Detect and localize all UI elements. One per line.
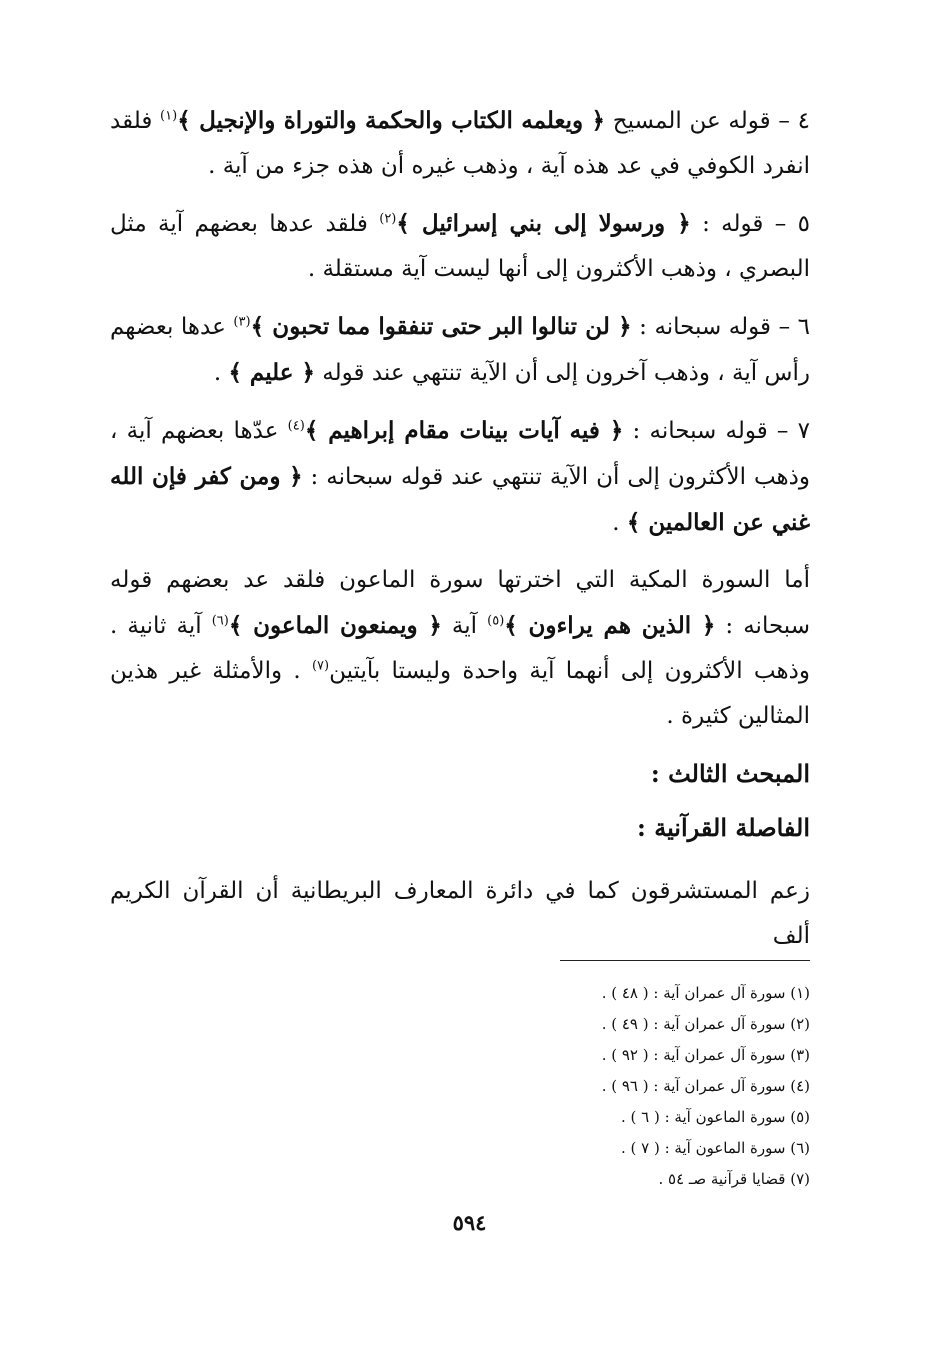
body-text — [110, 98, 810, 971]
paragraph-6 — [110, 304, 810, 396]
quran-quote: ﴿ ويعلمه الكتاب والحكمة والتوراة والإنجيل ﴾ — [177, 107, 606, 134]
paragraph-text: ٦ – قوله سبحانه : — [631, 314, 811, 340]
section-heading: المبحث الثالث : — [650, 759, 810, 788]
paragraph-text: . — [213, 360, 229, 386]
quran-quote: ﴿ لن تنالوا البر حتى تنفقوا مما تحبون ﴾ — [250, 313, 632, 340]
paragraph-4 — [110, 98, 810, 189]
paragraph-text: عدها بعضهم رأس آية ، وذهب آخرون إلى أن الآية تنتهي عند قوله — [110, 314, 810, 386]
footnote-marker: (٦) — [211, 613, 229, 629]
footnote-marker: (٣) — [233, 314, 251, 330]
paragraph-surah-maun — [110, 558, 810, 739]
footnote-item: (٧) قضايا قرآنية صـ ٥٤ . — [658, 1170, 810, 1188]
paragraph-text: ٤ – قوله عن المسيح — [605, 108, 810, 134]
footnote-item: (٦) سورة الماعون آية : ( ٧ ) . — [620, 1139, 810, 1157]
footnote-item: (٤) سورة آل عمران آية : ( ٩٦ ) . — [601, 1077, 810, 1095]
footnote-item: (٥) سورة الماعون آية : ( ٦ ) . — [620, 1108, 810, 1126]
quran-quote: ﴿ فيه آيات بينات مقام إبراهيم ﴾ — [304, 417, 624, 444]
paragraph-text: . — [612, 510, 627, 536]
paragraph-text: أما السورة المكية التي اخترتها سورة الماعون فلقد عد بعضهم قوله سبحانه : — [110, 567, 811, 639]
page-number: ٥٩٤ — [452, 1210, 487, 1235]
quran-quote: ﴿ عليم ﴾ — [228, 359, 315, 386]
paragraph-text: عدّها بعضهم آية ، وذهب الأكثرون إلى أن الآية تنتهي عند قوله سبحانه : — [110, 418, 811, 490]
paragraph-text: ٧ – قوله سبحانه : — [623, 418, 811, 444]
paragraph-7 — [110, 408, 810, 546]
footnote-marker: (٤) — [287, 418, 305, 434]
quran-quote: ﴿ ورسولا إلى بني إسرائيل ﴾ — [396, 210, 691, 237]
quran-quote: ﴿ الذين هم يراءون ﴾ — [504, 612, 716, 639]
paragraph-text: فلقد انفرد الكوفي في عد هذه آية ، وذهب غيره أن هذه جزء من آية . — [110, 108, 810, 179]
footnote-item: (٢) سورة آل عمران آية : ( ٤٩ ) . — [601, 1015, 810, 1033]
footnote-item: (١) سورة آل عمران آية : ( ٤٨ ) . — [601, 984, 810, 1002]
footnote-marker: (٥) — [487, 613, 505, 629]
paragraph-text: ٥ – قوله : — [690, 211, 810, 237]
footnote-item: (٣) سورة آل عمران آية : ( ٩٢ ) . — [601, 1046, 810, 1064]
footnote-divider — [560, 960, 810, 961]
paragraph-text: فلقد عدها بعضهم آية مثل البصري ، وذهب الأكثرون إلى أنها ليست آية مستقلة . — [110, 211, 810, 282]
footnotes — [420, 978, 810, 1195]
footnote-marker: (٢) — [379, 211, 397, 227]
subsection-heading: الفاصلة القرآنية : — [636, 813, 810, 842]
closing-line: زعم المستشرقون كما في دائرة المعارف البريطانية أن القرآن الكريم ألف — [110, 878, 810, 949]
footnote-marker: (٧) — [311, 658, 330, 674]
quran-quote: ﴿ ويمنعون الماعون ﴾ — [228, 612, 442, 639]
quran-quote: ﴿ ومن كفر فإن الله غني عن العالمين ﴾ — [110, 463, 810, 536]
paragraph-text: آية ثانية . وذهب الأكثرون إلى أنهما آية واحدة وليستا بآيتين — [110, 613, 810, 684]
footnote-marker: (١) — [160, 108, 178, 124]
paragraph-text: . والأمثلة غير هذين المثالين كثيرة . — [110, 658, 810, 729]
paragraph-text: آية — [441, 613, 488, 639]
paragraph-5 — [110, 201, 810, 292]
